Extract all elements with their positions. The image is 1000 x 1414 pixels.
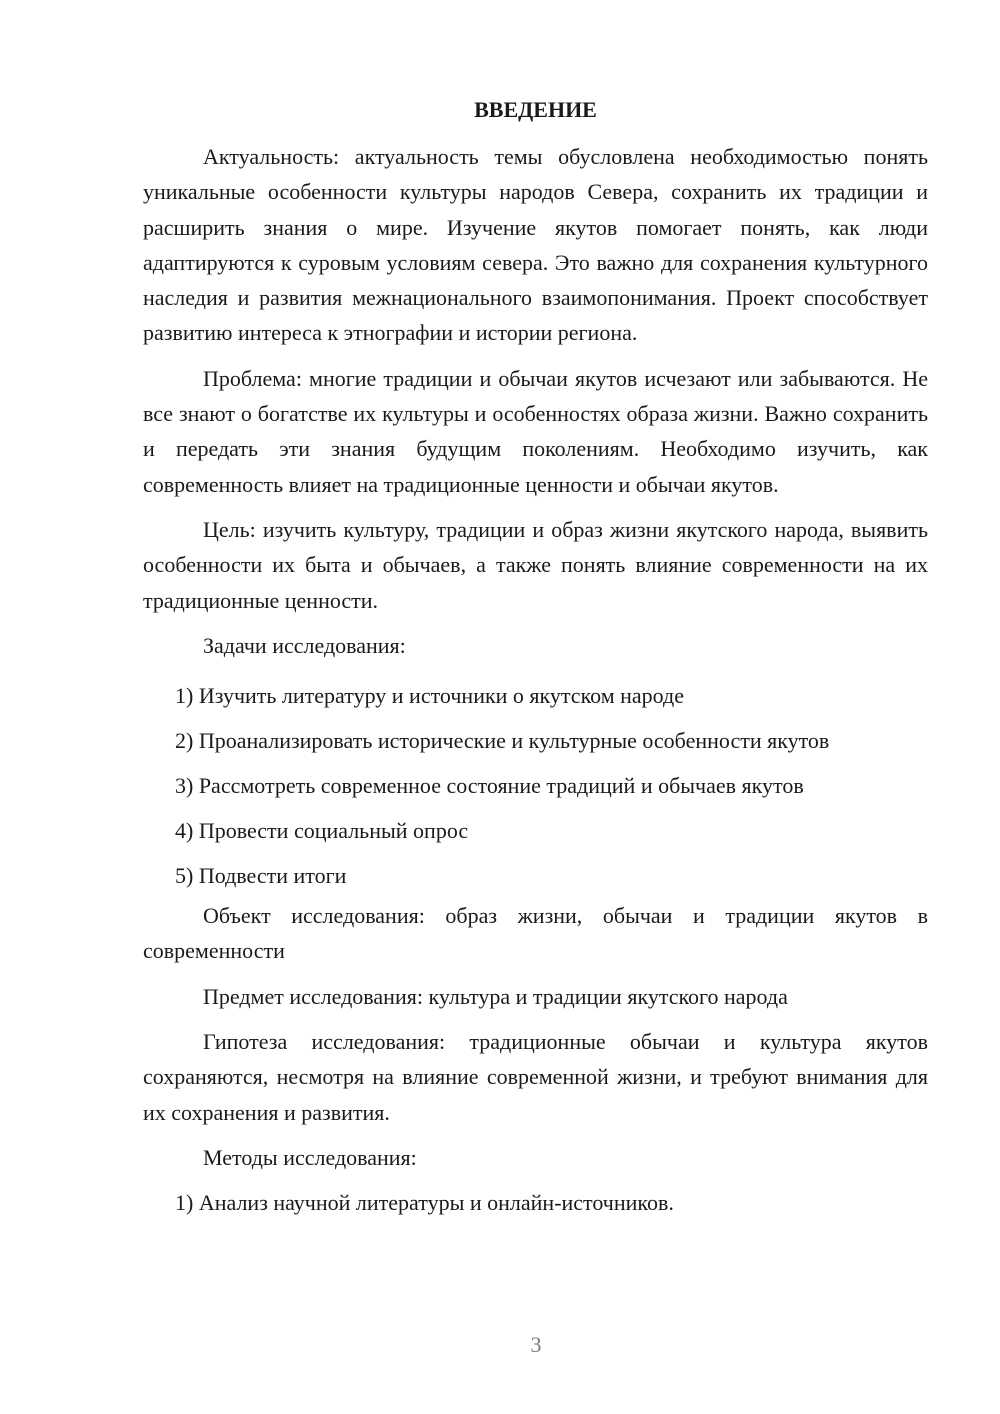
paragraph-relevance: Актуальность: актуальность темы обусловлена необходимостью понять уникальные особенности культуры народов Севера, сохранить их традиции и расширить знания о мире. Изучение якутов помогает понять, как люди адаптируются к суровым условиям севера. Это важно для сохранения культурного наследия и развития межнационального взаимопонимания. Проект способствует развитию интереса к этнографии и истории региона.: [143, 144, 928, 346]
page-number: 3: [530, 1332, 542, 1357]
paragraph-hypothesis: Гипотеза исследования: традиционные обычаи и культура якутов сохраняются, несмотря на влияние современной жизни, и требуют внимания для их сохранения и развития.: [143, 1029, 928, 1125]
method-item-1: 1) Анализ научной литературы и онлайн-источников.: [175, 1190, 674, 1216]
task-item-1: 1) Изучить литературу и источники о якутском народе: [175, 683, 685, 709]
document-page: [143, 92, 928, 1220]
paragraph-subject: Предмет исследования: культура и традиции якутского народа: [203, 983, 788, 1009]
paragraph-goal: Цель: изучить культуру, традиции и образ жизни якутского народа, выявить особенности их быта и обычаев, а также понять влияние современности на их традиционные ценности.: [143, 516, 928, 613]
methods-heading: Методы исследования:: [203, 1144, 417, 1170]
task-item-4: 4) Провести социальный опрос: [175, 818, 469, 844]
paragraph-object: Объект исследования: образ жизни, обычаи и традиции якутов в современности: [143, 903, 928, 964]
paragraph-problem: Проблема: многие традиции и обычаи якутов исчезают или забываются. Не все знают о богатстве их культуры и особенностях образа жизни. Важно сохранить и передать эти знания будущим поколениям. Необходимо изучить, как современность влияет на традиционные ценности и обычаи якутов.: [143, 365, 928, 497]
task-item-5: 5) Подвести итоги: [175, 863, 347, 889]
tasks-heading: Задачи исследования:: [203, 632, 406, 658]
section-title: ВВЕДЕНИЕ: [474, 97, 597, 122]
task-item-2: 2) Проанализировать исторические и культурные особенности якутов: [175, 728, 830, 754]
task-item-3: 3) Рассмотреть современное состояние традиций и обычаев якутов: [175, 773, 804, 799]
